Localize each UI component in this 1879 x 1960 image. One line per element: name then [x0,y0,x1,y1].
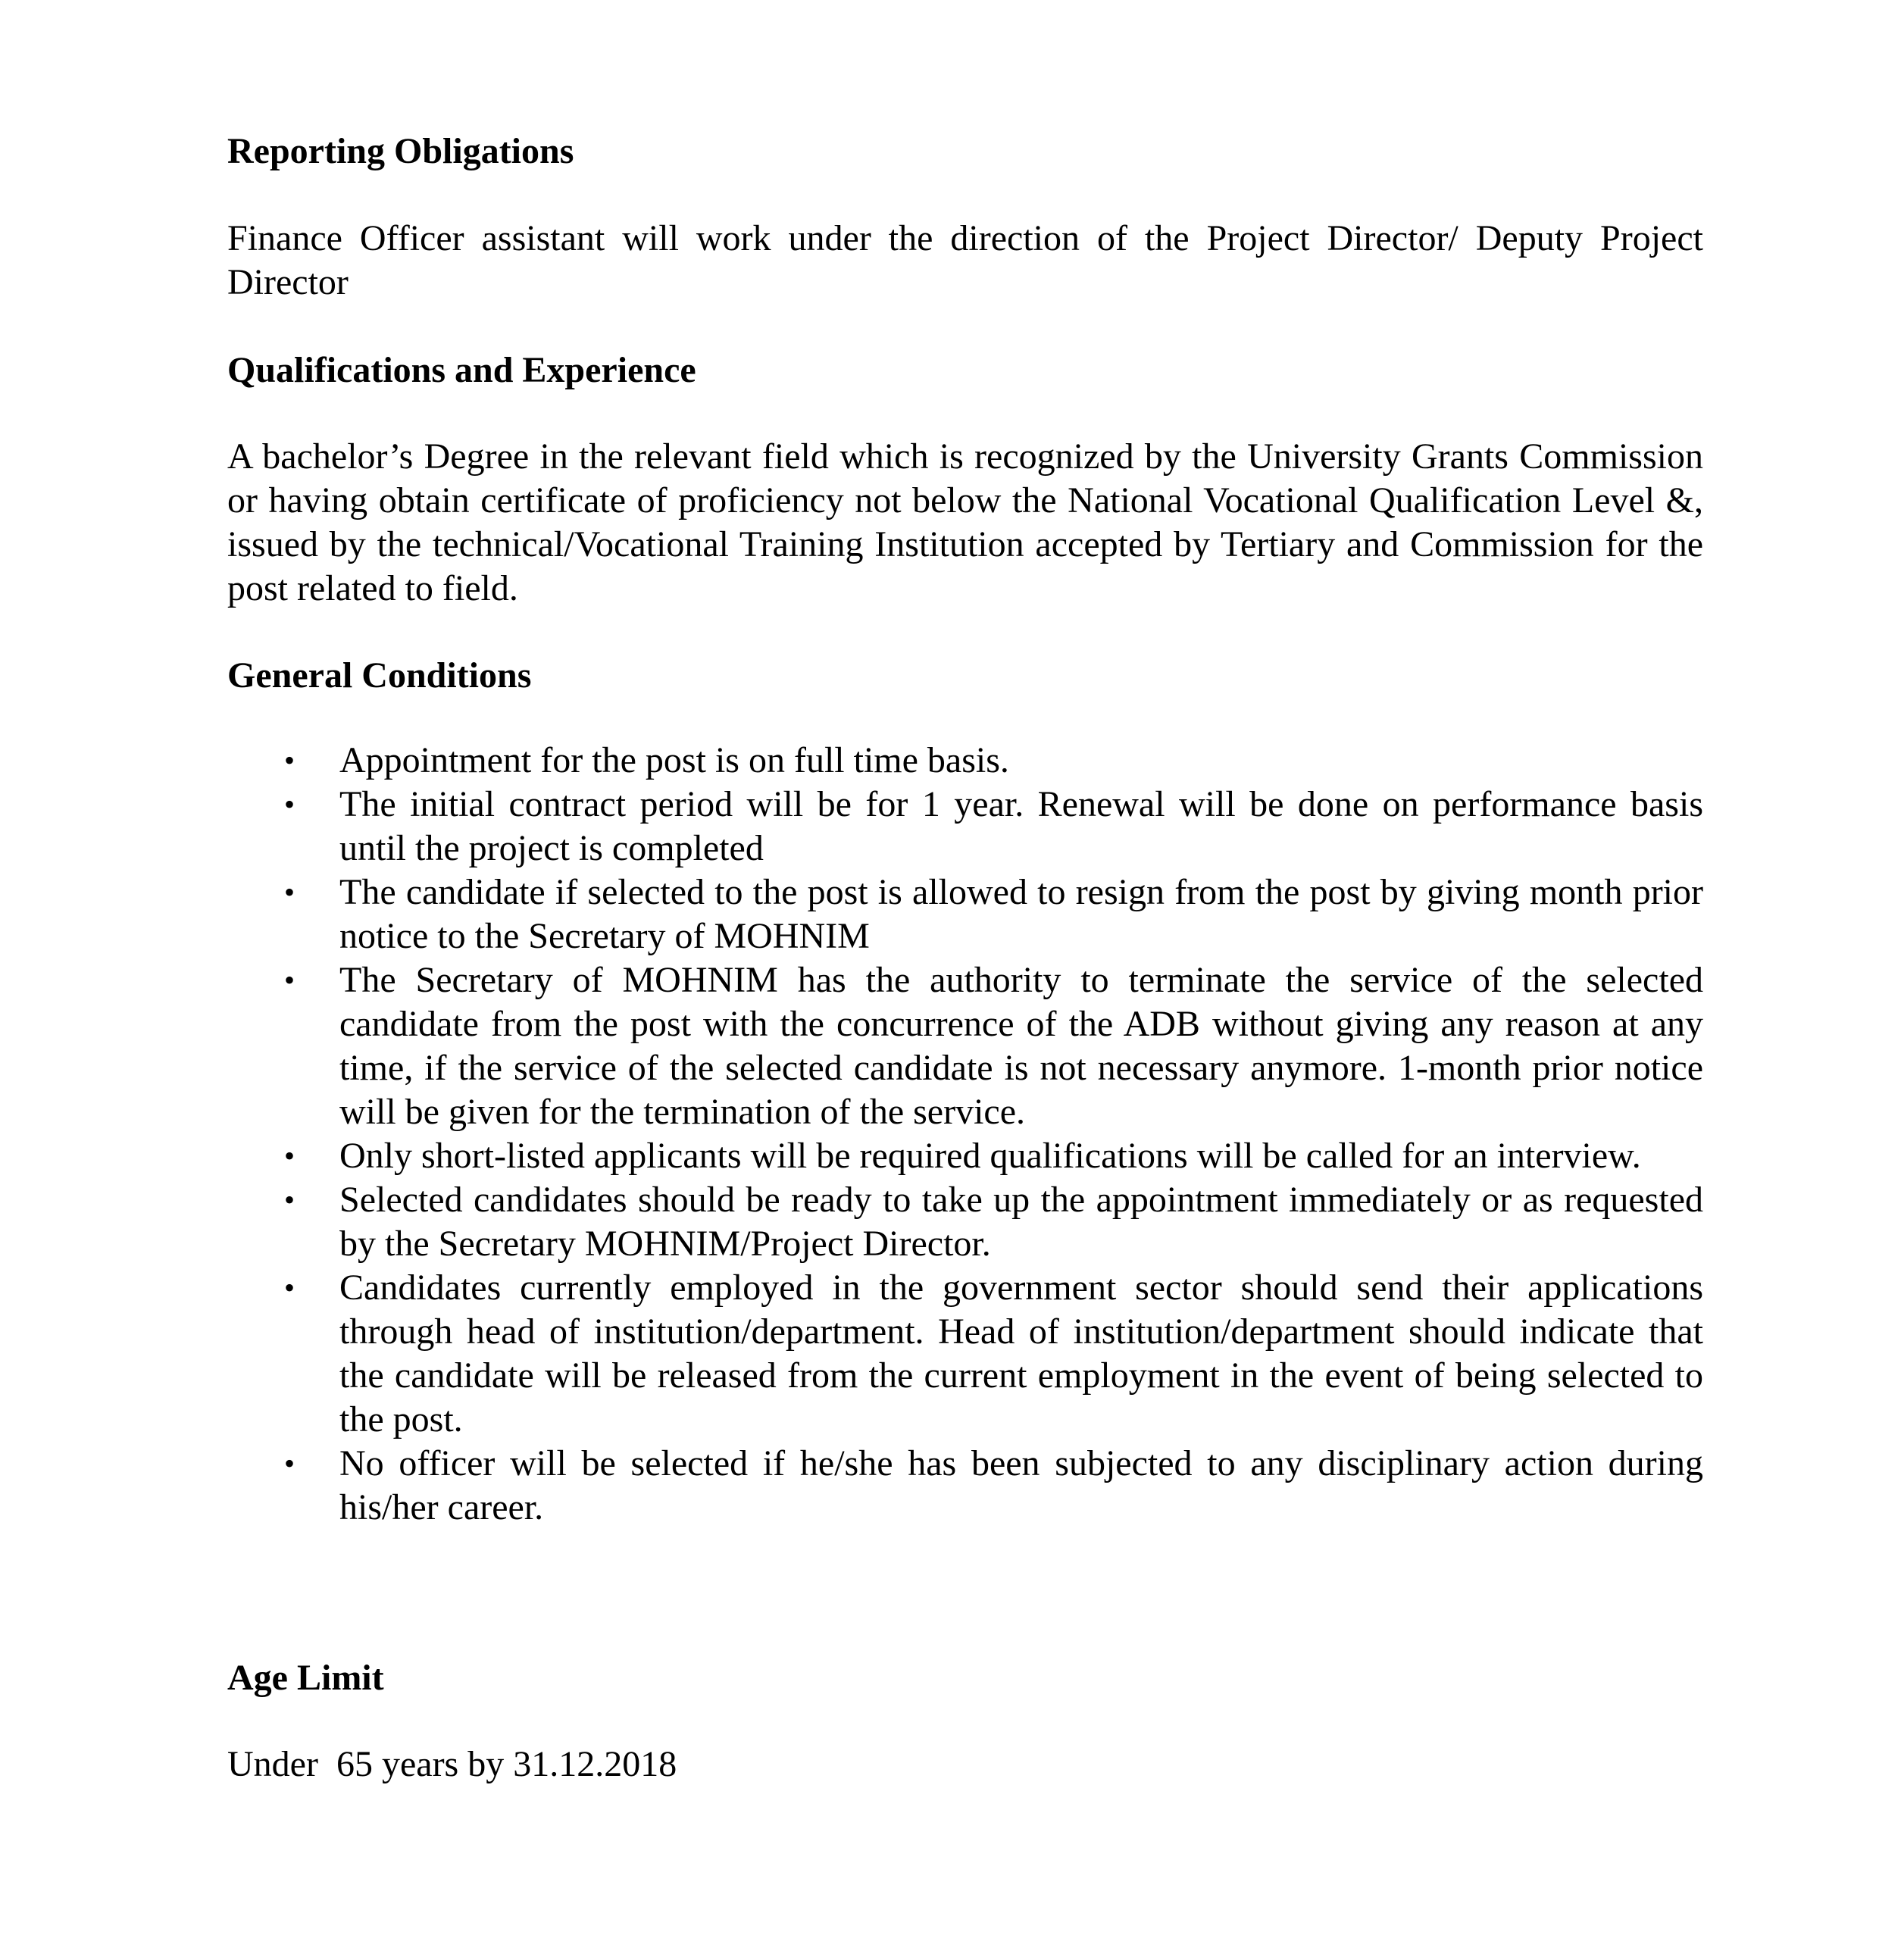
reporting-obligations-heading: Reporting Obligations [227,131,574,171]
bullet-icon: • [284,963,295,997]
age-limit-text: Under 65 years by 31.12.2018 [227,1744,677,1784]
list-item-text: Selected candidates should be ready to take up the appointment immediately or as requested by the Secretary MOHNIM/Project Director. [339,1180,1703,1264]
general-conditions-heading: General Conditions [227,655,532,696]
list-item [227,739,1703,783]
list-item [227,1178,1703,1266]
bullet-icon: • [284,875,295,909]
age-limit-heading: Age Limit [227,1658,384,1698]
list-item-text: Only short-listed applicants will be required qualifications will be called for an interview. [339,1136,1641,1176]
list-item [227,958,1703,1134]
list-item-text: No officer will be selected if he/she has been subjected to any disciplinary action during his/her career. [339,1443,1703,1527]
bullet-icon: • [284,1183,295,1217]
list-item-text: The Secretary of MOHNIM has the authority to terminate the service of the selected candidate from the post with the concurrence of the ADB without giving any reason at any time, if the service of the selected candidate is not necessary anymore. 1-month prior notice will be given for the termination of the service. [339,960,1703,1132]
qualifications-heading: Qualifications and Experience [227,350,696,390]
reporting-obligations-text: Finance Officer assistant will work under the direction of the Project Director/ Deputy Project Director [227,218,1703,302]
list-item-text: Appointment for the post is on full time basis. [339,740,1009,780]
bullet-icon: • [284,1446,295,1480]
list-item [227,783,1703,871]
list-item [227,1266,1703,1442]
list-item-text: The initial contract period will be for 1 year. Renewal will be done on performance basis until the project is completed [339,784,1703,868]
bullet-icon: • [284,743,295,777]
general-conditions-list [227,739,1703,1530]
list-item [227,1442,1703,1530]
bullet-icon: • [284,787,295,821]
list-item-text: Candidates currently employed in the government sector should send their applications through head of institution/department. Head of institution/department should indicate that the candidate will be released from the current employment in the event of being selected to the post. [339,1268,1703,1440]
list-item [227,871,1703,958]
list-item [227,1134,1703,1178]
bullet-icon: • [284,1139,295,1173]
bullet-icon: • [284,1271,295,1305]
list-item-text: The candidate if selected to the post is allowed to resign from the post by giving month prior notice to the Secretary of MOHNIM [339,872,1703,956]
qualifications-text: A bachelor’s Degree in the relevant field which is recognized by the University Grants Commission or having obtain certificate of proficiency not below the National Vocational Qualification Level &, issued by the technical/Vocational Training Institution accepted by Tertiary and Commission for the post related to field. [227,436,1703,608]
